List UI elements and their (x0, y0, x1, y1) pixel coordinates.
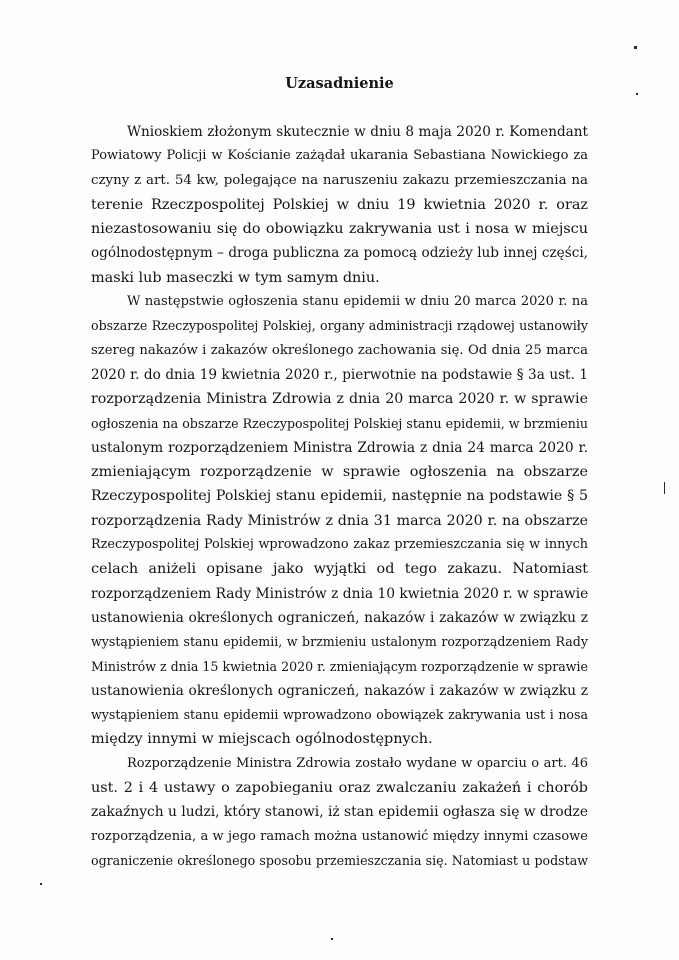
text-line: zmieniającym rozporządzenie w sprawie ogłoszenia na obszarze (91, 464, 588, 481)
text-line: niezastosowaniu się do obowiązku zakrywania ust i nosa w miejscu (91, 221, 588, 238)
text-line: ustanowienia określonych ograniczeń, nakazów i zakazów w związku z (91, 609, 588, 626)
text-line: zakaźnych u ludzi, który stanowi, iż stan epidemii ogłasza się w drodze (91, 804, 588, 821)
text-line: Rzeczypospolitej Polskiej stanu epidemii, następnie na podstawie § 5 (91, 488, 588, 505)
text-line: ograniczenie określonego sposobu przemieszczania się. Natomiast u podstaw (91, 852, 588, 868)
text-line: terenie Rzeczpospolitej Polskiej w dniu 19 kwietnia 2020 r. oraz (91, 196, 588, 213)
scan-speck (40, 883, 42, 885)
paragraph-3 (91, 752, 588, 873)
text-line: W następstwie ogłoszenia stanu epidemii w dniu 20 marca 2020 r. na (127, 294, 588, 310)
scan-speck (636, 93, 638, 95)
text-line: rozporządzenia Ministra Zdrowia z dnia 20 marca 2020 r. w sprawie (91, 391, 588, 408)
text-line: ogłoszenia na obszarze Rzeczypospolitej Polskiej stanu epidemii, w brzmieniu (91, 415, 588, 431)
scan-speck (331, 938, 333, 940)
text-line: 2020 r. do dnia 19 kwietnia 2020 r., pierwotnie na podstawie § 3a ust. 1 (91, 366, 588, 383)
text-line: Ministrów z dnia 15 kwietnia 2020 r. zmieniającym rozporządzenie w sprawie (91, 658, 588, 674)
text-line: szereg nakazów i zakazów określonego zachowania się. Od dnia 25 marca (91, 342, 588, 358)
document-title: Uzasadnienie (285, 75, 394, 92)
scan-speck (634, 46, 637, 49)
text-line: czyny z art. 54 kw, polegające na naruszeniu zakazu przemieszczania na (91, 172, 588, 188)
text-line: Wnioskiem złożonym skutecznie w dniu 8 maja 2020 r. Komendant (127, 124, 588, 140)
text-line: rozporządzeniem Rady Ministrów z dnia 10 kwietnia 2020 r. w sprawie (91, 585, 589, 602)
scan-speck (664, 482, 665, 494)
paragraph-1 (91, 120, 588, 290)
text-line: ustalonym rozporządzeniem Ministra Zdrowia z dnia 24 marca 2020 r. (91, 439, 588, 456)
text-line: rozporządzenia, a w jego ramach można ustanowić między innymi czasowe (91, 828, 588, 844)
text-line: obszarze Rzeczypospolitej Polskiej, organy administracji rządowej ustanowiły (91, 318, 588, 334)
text-line: ogólnodostępnym – droga publiczna za pomocą odzieży lub innej części, (91, 245, 588, 262)
text-line: Rzeczypospolitej Polskiej wprowadzono zakaz przemieszczania się w innych (91, 537, 588, 553)
text-line: ust. 2 i 4 ustawy o zapobieganiu oraz zwalczaniu zakażeń i chorób (91, 780, 588, 797)
text-line: wystąpieniem stanu epidemii wprowadzono obowiązek zakrywania ust i nosa (91, 707, 588, 723)
text-line: Powiatowy Policji w Kościanie zażądał ukarania Sebastiana Nowickiego za (91, 148, 588, 164)
text-line: maski lub maseczki w tym samym dniu. (91, 269, 380, 286)
text-line: Rozporządzenie Ministra Zdrowia zostało wydane w oparciu o art. 46 (127, 755, 588, 771)
text-line: rozporządzenia Rady Ministrów z dnia 31 marca 2020 r. na obszarze (91, 512, 588, 529)
text-line: ustanowienia określonych ograniczeń, nakazów i zakazów w związku z (91, 682, 588, 699)
text-line: wystąpieniem stanu epidemii, w brzmieniu ustalonym rozporządzeniem Rady (91, 634, 588, 650)
text-line: celach aniżeli opisane jako wyjątki od tego zakazu. Natomiast (91, 561, 588, 578)
paragraph-2 (91, 290, 588, 752)
text-line: między innymi w miejscach ogólnodostępnych. (91, 731, 433, 748)
document-body (91, 120, 588, 873)
